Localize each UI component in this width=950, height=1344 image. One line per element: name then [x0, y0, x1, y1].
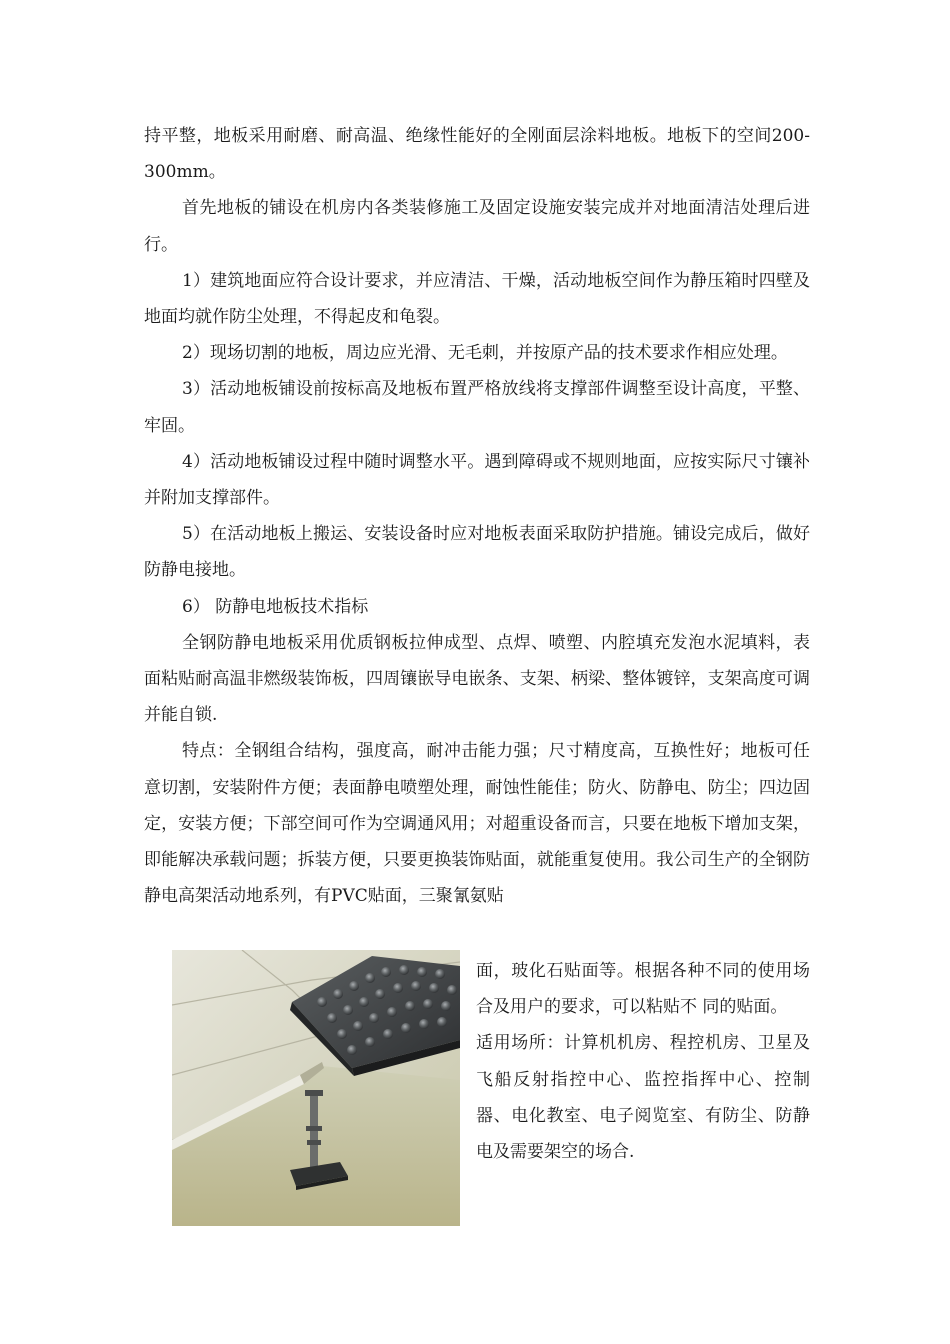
paragraph-floor-spec: 持平整，地板采用耐磨、耐高温、绝缘性能好的全刚面层涂料地板。地板下的空间200-300mm。	[144, 126, 810, 183]
paragraph-features: 特点：全钢组合结构，强度高，耐冲击能力强；尺寸精度高，互换性好；地板可任意切割，安装附件方便；表面静电喷塑处理，耐蚀性能佳；防火、防静电、防尘；四边固定，安装方便；下部空间可作为空调通风用；对超重设备而言，只要在地板下增加支架，即能解决承载问题；拆装方便，只要更换装饰贴面，就能重复使用。我公司生产的全钢防静电高架活动地系列，有PVC贴面，三聚氰氨贴	[144, 741, 810, 907]
paragraph-steel-floor-description: 全钢防静电地板采用优质钢板拉伸成型、点焊、喷塑、内腔填充发泡水泥填料，表面粘贴耐高温非燃级装饰板，四周镶嵌导电嵌条、支架、柄梁、整体镀锌，支架高度可调并能自锁.	[144, 632, 810, 726]
paragraph-item-6-heading: 6） 防静电地板技术指标	[182, 596, 369, 617]
body-text	[144, 118, 810, 914]
paragraph-item-1: 1）建筑地面应符合设计要求，并应清洁、干燥，活动地板空间作为静压箱时四壁及地面均就作防尘处理，不得起皮和龟裂。	[144, 270, 810, 328]
paragraph-surface-options: 面，玻化石贴面等。根据各种不同的使用场合及用户的要求，可以粘贴不 同的贴面。	[476, 961, 810, 1018]
paragraph-item-5: 5）在活动地板上搬运、安装设备时应对地板表面采取防护措施。铺设完成后，做好防静电接地。	[144, 524, 810, 581]
side-text	[476, 953, 810, 1170]
raised-floor-photo-icon	[172, 950, 460, 1226]
figure-area	[144, 950, 810, 1240]
paragraph-item-3: 3）活动地板铺设前按标高及地板布置严格放线将支撑部件调整至设计高度，平整、牢固。	[144, 379, 810, 436]
paragraph-installation-intro: 首先地板的铺设在机房内各类装修施工及固定设施安装完成并对地面清洁处理后进行。	[144, 198, 810, 255]
paragraph-item-4: 4）活动地板铺设过程中随时调整水平。遇到障碍或不规则地面，应按实际尺寸镶补并附加支撑部件。	[144, 451, 810, 509]
paragraph-item-2: 2）现场切割的地板，周边应光滑、无毛刺，并按原产品的技术要求作相应处理。	[182, 343, 788, 364]
paragraph-applications: 适用场所：计算机机房、程控机房、卫星及飞船反射指控中心、监控指挥中心、控制器、电化教室、电子阅览室、有防尘、防静电及需要架空的场合.	[476, 1033, 810, 1163]
